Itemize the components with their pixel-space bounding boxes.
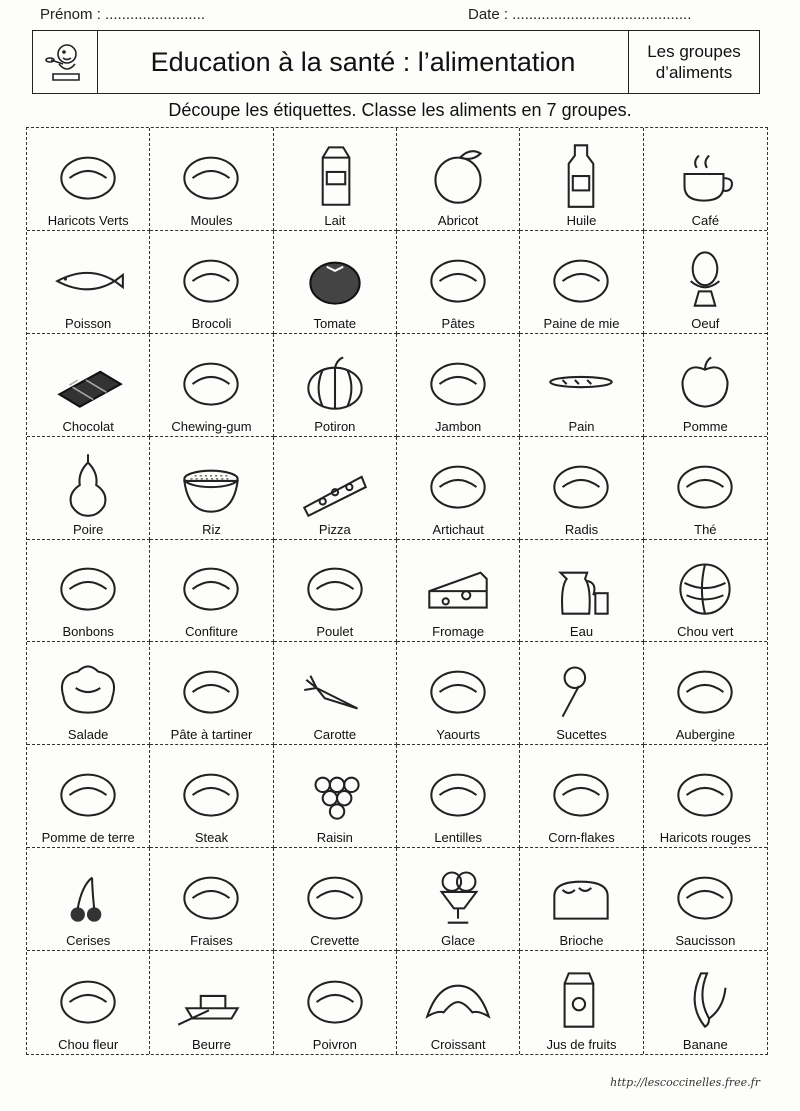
radish-icon	[540, 446, 622, 520]
food-label-card	[150, 642, 273, 745]
food-label-card	[520, 848, 643, 951]
food-label-card	[27, 437, 150, 540]
food-label-card	[644, 540, 767, 643]
shrimp-icon	[294, 857, 376, 931]
banana-icon	[664, 961, 746, 1035]
food-label: Huile	[566, 212, 597, 228]
food-label-card	[274, 437, 397, 540]
food-label-card	[274, 231, 397, 334]
artichoke-icon	[417, 446, 499, 520]
food-label: Jambon	[435, 418, 482, 434]
food-label-card	[274, 642, 397, 745]
food-label: Chewing-gum	[171, 418, 252, 434]
food-label: Chou fleur	[58, 1036, 119, 1052]
food-label-card	[520, 642, 643, 745]
food-label: Tomate	[313, 315, 357, 331]
food-label: Pizza	[318, 521, 351, 537]
sliced-bread-icon	[540, 240, 622, 314]
food-label-card	[397, 437, 520, 540]
food-label-card	[274, 951, 397, 1054]
food-label-card	[644, 951, 767, 1054]
food-label-card	[644, 848, 767, 951]
food-label: Abricot	[437, 212, 479, 228]
food-label-card	[520, 334, 643, 437]
food-label: Beurre	[191, 1036, 231, 1052]
food-label-card	[397, 745, 520, 848]
pear-icon	[47, 446, 129, 520]
butter-icon	[170, 961, 252, 1035]
brioche-icon	[540, 857, 622, 931]
food-label: Pâtes	[441, 315, 475, 331]
subject-line-1: Les groupes	[647, 42, 741, 61]
food-label-card	[520, 128, 643, 231]
lettuce-icon	[47, 651, 129, 725]
food-label: Steak	[194, 830, 229, 846]
coffee-cup-icon	[664, 137, 746, 211]
chewing-gum-icon	[170, 343, 252, 417]
food-label: Paine de mie	[543, 315, 620, 331]
lollipop-icon	[540, 651, 622, 725]
eggplant-icon	[664, 651, 746, 725]
mussels-icon	[170, 137, 252, 211]
food-label: Haricots Verts	[47, 212, 129, 228]
green-beans-icon	[47, 137, 129, 211]
food-label-card	[150, 951, 273, 1054]
ice-cream-icon	[417, 857, 499, 931]
food-label: Lentilles	[434, 830, 483, 846]
subject-line-2: d’aliments	[655, 63, 733, 82]
food-label: Poulet	[316, 624, 354, 640]
prenom-field: Prénom : ........................	[40, 6, 206, 23]
food-label: Bonbons	[62, 624, 114, 640]
rice-bowl-icon	[170, 446, 252, 520]
food-label: Thé	[694, 521, 717, 537]
water-jug-icon	[540, 548, 622, 622]
food-label: Fraises	[190, 933, 233, 949]
food-label-card	[644, 231, 767, 334]
apricot-icon	[417, 137, 499, 211]
food-label: Moules	[190, 212, 233, 228]
bell-pepper-icon	[294, 961, 376, 1035]
worksheet-header	[32, 30, 760, 94]
food-label-card	[274, 745, 397, 848]
food-label-card	[274, 334, 397, 437]
food-label-card	[150, 437, 273, 540]
chocolate-bar-icon	[47, 343, 129, 417]
food-label: Artichaut	[432, 521, 484, 537]
food-label-card	[150, 128, 273, 231]
food-label-card	[520, 231, 643, 334]
tomato-icon	[294, 240, 376, 314]
juice-carton-icon	[540, 961, 622, 1035]
food-label: Carotte	[313, 727, 357, 743]
food-label-card	[397, 231, 520, 334]
food-label-card	[150, 334, 273, 437]
food-label-card	[27, 951, 150, 1054]
food-label-card	[274, 540, 397, 643]
milk-carton-icon	[294, 137, 376, 211]
food-label: Poire	[72, 521, 104, 537]
food-label-card	[27, 231, 150, 334]
carrot-icon	[294, 651, 376, 725]
pasta-fork-icon	[417, 240, 499, 314]
jam-jar-icon	[170, 548, 252, 622]
potato-icon	[47, 754, 129, 828]
food-label-card	[27, 745, 150, 848]
food-label-card	[520, 437, 643, 540]
food-label-card	[644, 334, 767, 437]
child-eating-icon	[33, 31, 98, 93]
grapes-icon	[294, 754, 376, 828]
food-label: Haricots rouges	[659, 830, 751, 846]
food-label: Brioche	[559, 933, 604, 949]
food-label: Pâte à tartiner	[170, 727, 253, 743]
food-label: Pain	[568, 418, 595, 434]
food-label-card	[150, 745, 273, 848]
food-label-grid	[26, 127, 768, 1055]
food-label: Fromage	[432, 624, 485, 640]
pumpkin-icon	[294, 343, 376, 417]
food-label-card	[397, 642, 520, 745]
pizza-slice-icon	[294, 446, 376, 520]
food-label-card	[520, 540, 643, 643]
apple-icon	[664, 343, 746, 417]
food-label: Croissant	[430, 1036, 486, 1052]
page-title: Education à la santé : l’alimentation	[98, 31, 629, 93]
food-label-card	[150, 540, 273, 643]
food-label-card	[27, 848, 150, 951]
food-label-card	[397, 951, 520, 1054]
subject-box	[629, 31, 759, 93]
food-label: Oeuf	[691, 315, 720, 331]
instruction: Découpe les étiquettes. Classe les aliments en 7 groupes.	[168, 100, 632, 120]
source-url: http://lescoccinelles.free.fr	[610, 1076, 760, 1089]
food-label: Eau	[569, 624, 594, 640]
food-label: Chocolat	[62, 418, 114, 434]
cherries-icon	[47, 857, 129, 931]
food-label: Confiture	[185, 624, 238, 640]
food-label: Aubergine	[675, 727, 735, 743]
ham-icon	[417, 343, 499, 417]
food-label: Yaourts	[436, 727, 481, 743]
food-label: Saucisson	[675, 933, 736, 949]
strawberries-icon	[170, 857, 252, 931]
food-label-card	[397, 128, 520, 231]
food-label-card	[397, 334, 520, 437]
food-label: Riz	[202, 521, 221, 537]
egg-cup-icon	[664, 240, 746, 314]
food-label: Poisson	[65, 315, 112, 331]
food-label-card	[150, 231, 273, 334]
date-field: Date : ...........................................	[468, 6, 692, 23]
food-label: Pomme	[682, 418, 728, 434]
sausage-icon	[664, 857, 746, 931]
spread-jar-icon	[170, 651, 252, 725]
food-label: Banane	[682, 1036, 728, 1052]
food-label-card	[27, 642, 150, 745]
cabbage-icon	[664, 548, 746, 622]
food-label: Cerises	[66, 933, 111, 949]
food-label: Radis	[564, 521, 599, 537]
food-label: Corn-flakes	[548, 830, 615, 846]
tea-cup-icon	[664, 446, 746, 520]
cheese-icon	[417, 548, 499, 622]
food-label-card	[27, 540, 150, 643]
food-label-card	[644, 745, 767, 848]
food-label-card	[27, 334, 150, 437]
yogurt-icon	[417, 651, 499, 725]
oil-bottle-icon	[540, 137, 622, 211]
food-label-card	[520, 745, 643, 848]
food-label-card	[27, 128, 150, 231]
food-label: Sucettes	[556, 727, 607, 743]
lentils-icon	[417, 754, 499, 828]
food-label-card	[397, 848, 520, 951]
croissant-icon	[417, 961, 499, 1035]
steak-icon	[170, 754, 252, 828]
food-label-card	[644, 437, 767, 540]
food-label-card	[520, 951, 643, 1054]
food-label-card	[274, 128, 397, 231]
food-label: Raisin	[316, 830, 353, 846]
food-label: Brocoli	[191, 315, 232, 331]
food-label-card	[644, 128, 767, 231]
food-label: Jus de fruits	[546, 1036, 617, 1052]
food-label: Lait	[324, 212, 346, 228]
baguette-icon	[540, 343, 622, 417]
cauliflower-icon	[47, 961, 129, 1035]
food-label-card	[274, 848, 397, 951]
food-label: Salade	[67, 727, 109, 743]
food-label: Crevette	[310, 933, 360, 949]
roast-chicken-icon	[294, 548, 376, 622]
kidney-beans-icon	[664, 754, 746, 828]
food-label: Glace	[441, 933, 476, 949]
food-label: Chou vert	[677, 624, 734, 640]
candy-icon	[47, 548, 129, 622]
fish-icon	[47, 240, 129, 314]
food-label: Poivron	[312, 1036, 357, 1052]
broccoli-icon	[170, 240, 252, 314]
food-label-card	[644, 642, 767, 745]
food-label-card	[150, 848, 273, 951]
cereal-icon	[540, 754, 622, 828]
food-label: Pomme de terre	[41, 830, 135, 846]
food-label: Café	[691, 212, 720, 228]
food-label-card	[397, 540, 520, 643]
food-label: Potiron	[314, 418, 356, 434]
